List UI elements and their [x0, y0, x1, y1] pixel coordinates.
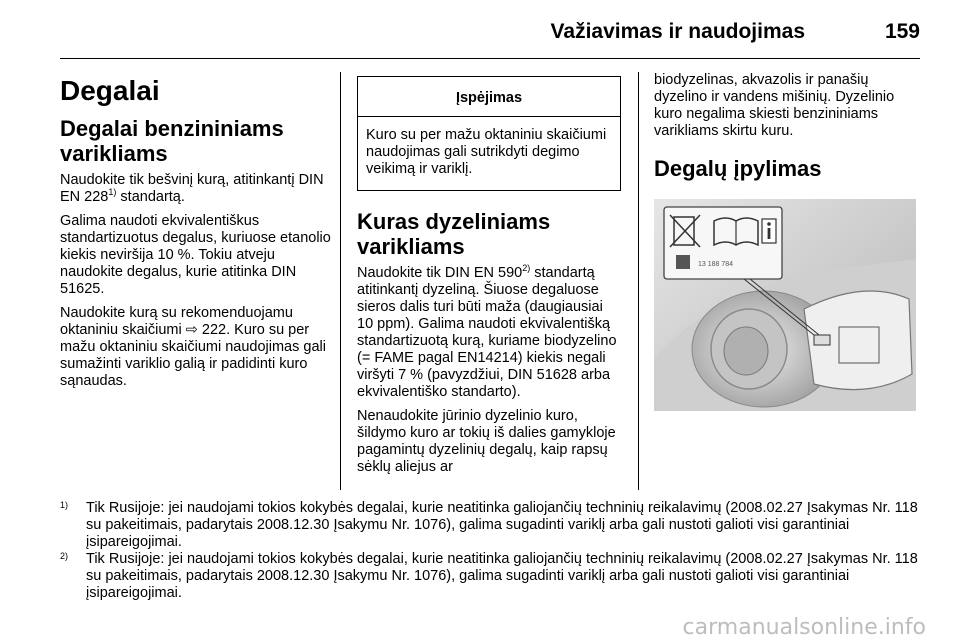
paragraph-text-tail: . Kuro su per mažu oktaniniu skaičiumi naudojimas gali sumažinti variklio galią ir padidinti kuro sąnaudas.: [60, 322, 326, 389]
paragraph-text: Naudokite tik DIN EN 590: [357, 265, 523, 281]
page-reference-link[interactable]: 222: [201, 322, 227, 338]
footnote-text: Tik Rusijoje: jei naudojami tokios kokybės degalai, kurie neatitinka galiojančių techninių reikalavimų (2008.02.27 Įsakymas Nr. 118 su pakeitimais, padarytais 2008.12.30 Įsakymu Nr. 1076), galima sugadinti variklį arba gali nustoti galioti visi garantiniai įsipareigojimai.: [86, 500, 918, 550]
warning-body: Kuro su per mažu oktaniniu skaičiumi naudojimas gali sutrikdyti degimo veikimą ir variklį.: [366, 127, 607, 177]
subsection-title-benzin: Degalai benzininiams varikliams: [60, 116, 284, 166]
page-number: 159: [884, 20, 920, 43]
footnote-mark: 1): [60, 500, 69, 510]
column-divider-2: [638, 72, 639, 490]
warning-title: Įspėjimas: [358, 77, 620, 117]
column-divider-1: [340, 72, 341, 490]
paragraph-text-tail: standartą atitinkantį dyzeliną. Šiuose degaluose sieros dalis turi būti maža (daugiausiai 10 ppm). Galima naudoti ekvivalentišką standartizuotą kurą, kuriame biodyzelino (= FAME pagal EN14214) kiekis negali viršyti 7 % (pavyzdžiui, DIN 51628 arba ekvivalentiško standarto).: [357, 265, 617, 400]
footnote-2: [60, 551, 922, 602]
column-2: [357, 72, 622, 483]
subsection-title-diesel: Kuras dyzeliniams varikliams: [357, 209, 551, 259]
watermark: carmanualsonline.info: [682, 615, 926, 640]
fuel-filler-flap-illustration: [654, 199, 916, 411]
paragraph-benzin-standard: [60, 172, 332, 206]
footnote-mark: 2): [60, 551, 69, 561]
paragraph-text-tail: standartą.: [116, 189, 185, 205]
paragraph-diesel-continued: biodyzelinas, akvazolis ir panašių dyzelino ir vandens mišinių. Dyzelinio kuro negalima skiesti benzininiams varikliams skirtu kuru.: [654, 72, 895, 139]
column-1: [60, 72, 332, 397]
footnote-ref-1[interactable]: 1): [108, 187, 117, 198]
subsection-title-refuelling: Degalų įpylimas: [654, 156, 822, 181]
figure-label-number: 13 188 784: [698, 261, 734, 268]
header-divider: [60, 58, 920, 59]
footnote-text: Tik Rusijoje: jei naudojami tokios kokybės degalai, kurie neatitinka galiojančių techninių reikalavimų (2008.02.27 Įsakymas Nr. 118 su pakeitimais, padarytais 2008.12.30 Įsakymu Nr. 1076), galima sugadinti variklį arba gali nustoti galioti visi garantiniai įsipareigojimai.: [86, 551, 918, 601]
section-title-degalai: Degalai: [60, 75, 160, 106]
paragraph-diesel-standard: [357, 265, 622, 401]
footnote-1: [60, 500, 922, 551]
footnotes: [60, 500, 922, 602]
paragraph-text: Naudokite kurą su rekomenduojamu oktaniniu skaičiumi: [60, 305, 293, 338]
paragraph-text: Naudokite tik bešvinį kurą, atitinkantį DIN EN 228: [60, 172, 324, 205]
column-3: [654, 72, 922, 411]
page-header-title: Važiavimas ir naudojimas: [550, 20, 805, 43]
warning-box: [357, 76, 621, 191]
paragraph-ethanol: Galima naudoti ekvivalentiškus standartizuotus degalus, kuriuose etanolio kiekis neviršija 10 %. Tokiu atveju naudokite degalus, kurie atitinka DIN 51625.: [60, 213, 331, 297]
footnote-ref-2[interactable]: 2): [522, 263, 531, 274]
page-reference-arrow-icon[interactable]: ⇨: [185, 322, 198, 338]
paragraph-diesel-forbidden: Nenaudokite jūrinio dyzelinio kuro, šildymo kuro ar tokių iš dalies gamykloje pagamintų dyzelinių degalų, kaip rapsų sėklų aliejus ar: [357, 408, 616, 475]
paragraph-octane: [60, 305, 332, 390]
